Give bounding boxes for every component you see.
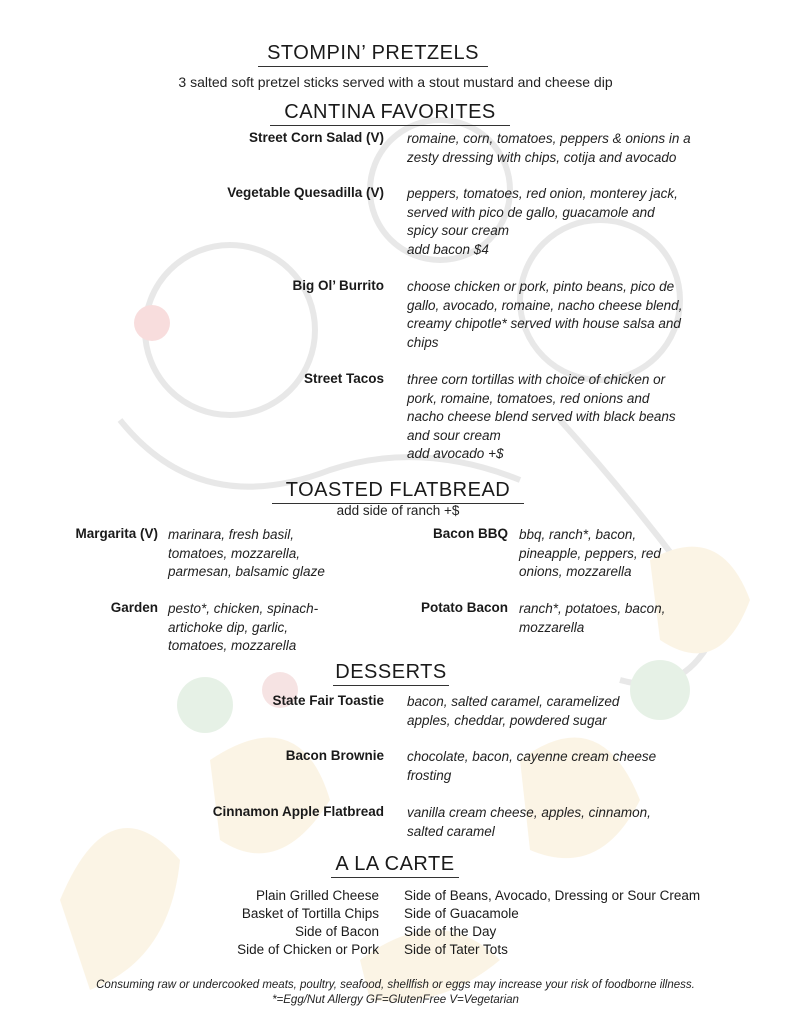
menu-item-name: Garden <box>110 600 158 615</box>
list-item: Side of Guacamole <box>404 906 519 921</box>
menu-item-description: ranch*, potatoes, bacon, mozzarella <box>519 601 666 635</box>
menu-item-description: chocolate, bacon, cayenne cream cheese frosting <box>407 749 657 783</box>
list-item: Side of Beans, Avocado, Dressing or Sour Cream <box>404 888 701 903</box>
food-safety-warning: Consuming raw or undercooked meats, poultry, seafood, shellfish or eggs may increase your risk of foodborne illness. <box>96 979 695 991</box>
cantina-heading <box>270 101 510 126</box>
menu-item-description: peppers, tomatoes, red onion, monterey jack, served with pico de gallo, guacamole and spicy sour cream add bacon $4 <box>407 186 678 257</box>
list-item: Side of Tater Tots <box>404 942 508 957</box>
carte-title: A LA CARTE <box>335 853 455 875</box>
menu-item-description: three corn tortillas with choice of chicken or pork, romaine, tomatoes, red onions and nacho cheese blend served with black beans and sour cream add avocado +$ <box>407 372 676 461</box>
pretzels-title: STOMPIN’ PRETZELS <box>267 42 479 64</box>
flatbread-title: TOASTED FLATBREAD <box>285 479 511 501</box>
menu-item-name: State Fair Toastie <box>272 693 384 708</box>
menu-item-description: bbq, ranch*, bacon, pineapple, peppers, red onions, mozzarella <box>519 527 661 579</box>
list-item: Plain Grilled Cheese <box>255 888 379 903</box>
dietary-legend: *=Egg/Nut Allergy GF=GlutenFree V=Vegetarian <box>272 994 519 1006</box>
desserts-title: DESSERTS <box>335 661 447 683</box>
menu-item-description: romaine, corn, tomatoes, peppers & onions in a zesty dressing with chips, cotija and avocado <box>407 131 691 165</box>
list-item: Side of Chicken or Pork <box>237 942 379 957</box>
menu-item-description: pesto*, chicken, spinach- artichoke dip, garlic, tomatoes, mozzarella <box>168 601 319 653</box>
pretzels-description: 3 salted soft pretzel sticks served with a stout mustard and cheese dip <box>178 74 613 90</box>
menu-item-name: Street Tacos <box>303 371 384 386</box>
menu-item-description: marinara, fresh basil, tomatoes, mozzarella, parmesan, balsamic glaze <box>168 527 325 579</box>
cantina-title: CANTINA FAVORITES <box>284 101 496 123</box>
menu-item-name: Bacon BBQ <box>432 526 508 541</box>
carte-right-list <box>404 887 700 959</box>
list-item: Side of the Day <box>404 924 497 939</box>
flatbread-heading <box>272 479 524 504</box>
menu-item-description: choose chicken or pork, pinto beans, pico de gallo, avocado, romaine, nacho cheese blend, creamy chipotle* served with house salsa and chips <box>407 279 683 350</box>
menu-item-name: Potato Bacon <box>420 600 508 615</box>
list-item: Basket of Tortilla Chips <box>241 906 379 921</box>
menu-item-name: Big Ol’ Burrito <box>292 278 384 293</box>
desserts-heading <box>333 661 449 686</box>
menu-item-description: bacon, salted caramel, caramelized apples, cheddar, powdered sugar <box>407 694 620 728</box>
carte-left-list <box>237 887 379 959</box>
list-item: Side of Bacon <box>294 924 379 939</box>
menu-item-name: Vegetable Quesadilla (V) <box>227 185 384 200</box>
flatbread-subtitle: add side of ranch +$ <box>336 503 460 518</box>
carte-heading <box>331 853 459 878</box>
menu-item-name: Cinnamon Apple Flatbread <box>212 804 384 819</box>
menu-item-name: Bacon Brownie <box>285 748 384 763</box>
pretzels-heading <box>258 42 488 67</box>
menu-item-name: Margarita (V) <box>75 526 158 541</box>
menu-item-name: Street Corn Salad (V) <box>248 130 384 145</box>
menu-item-description: vanilla cream cheese, apples, cinnamon, salted caramel <box>407 805 651 839</box>
